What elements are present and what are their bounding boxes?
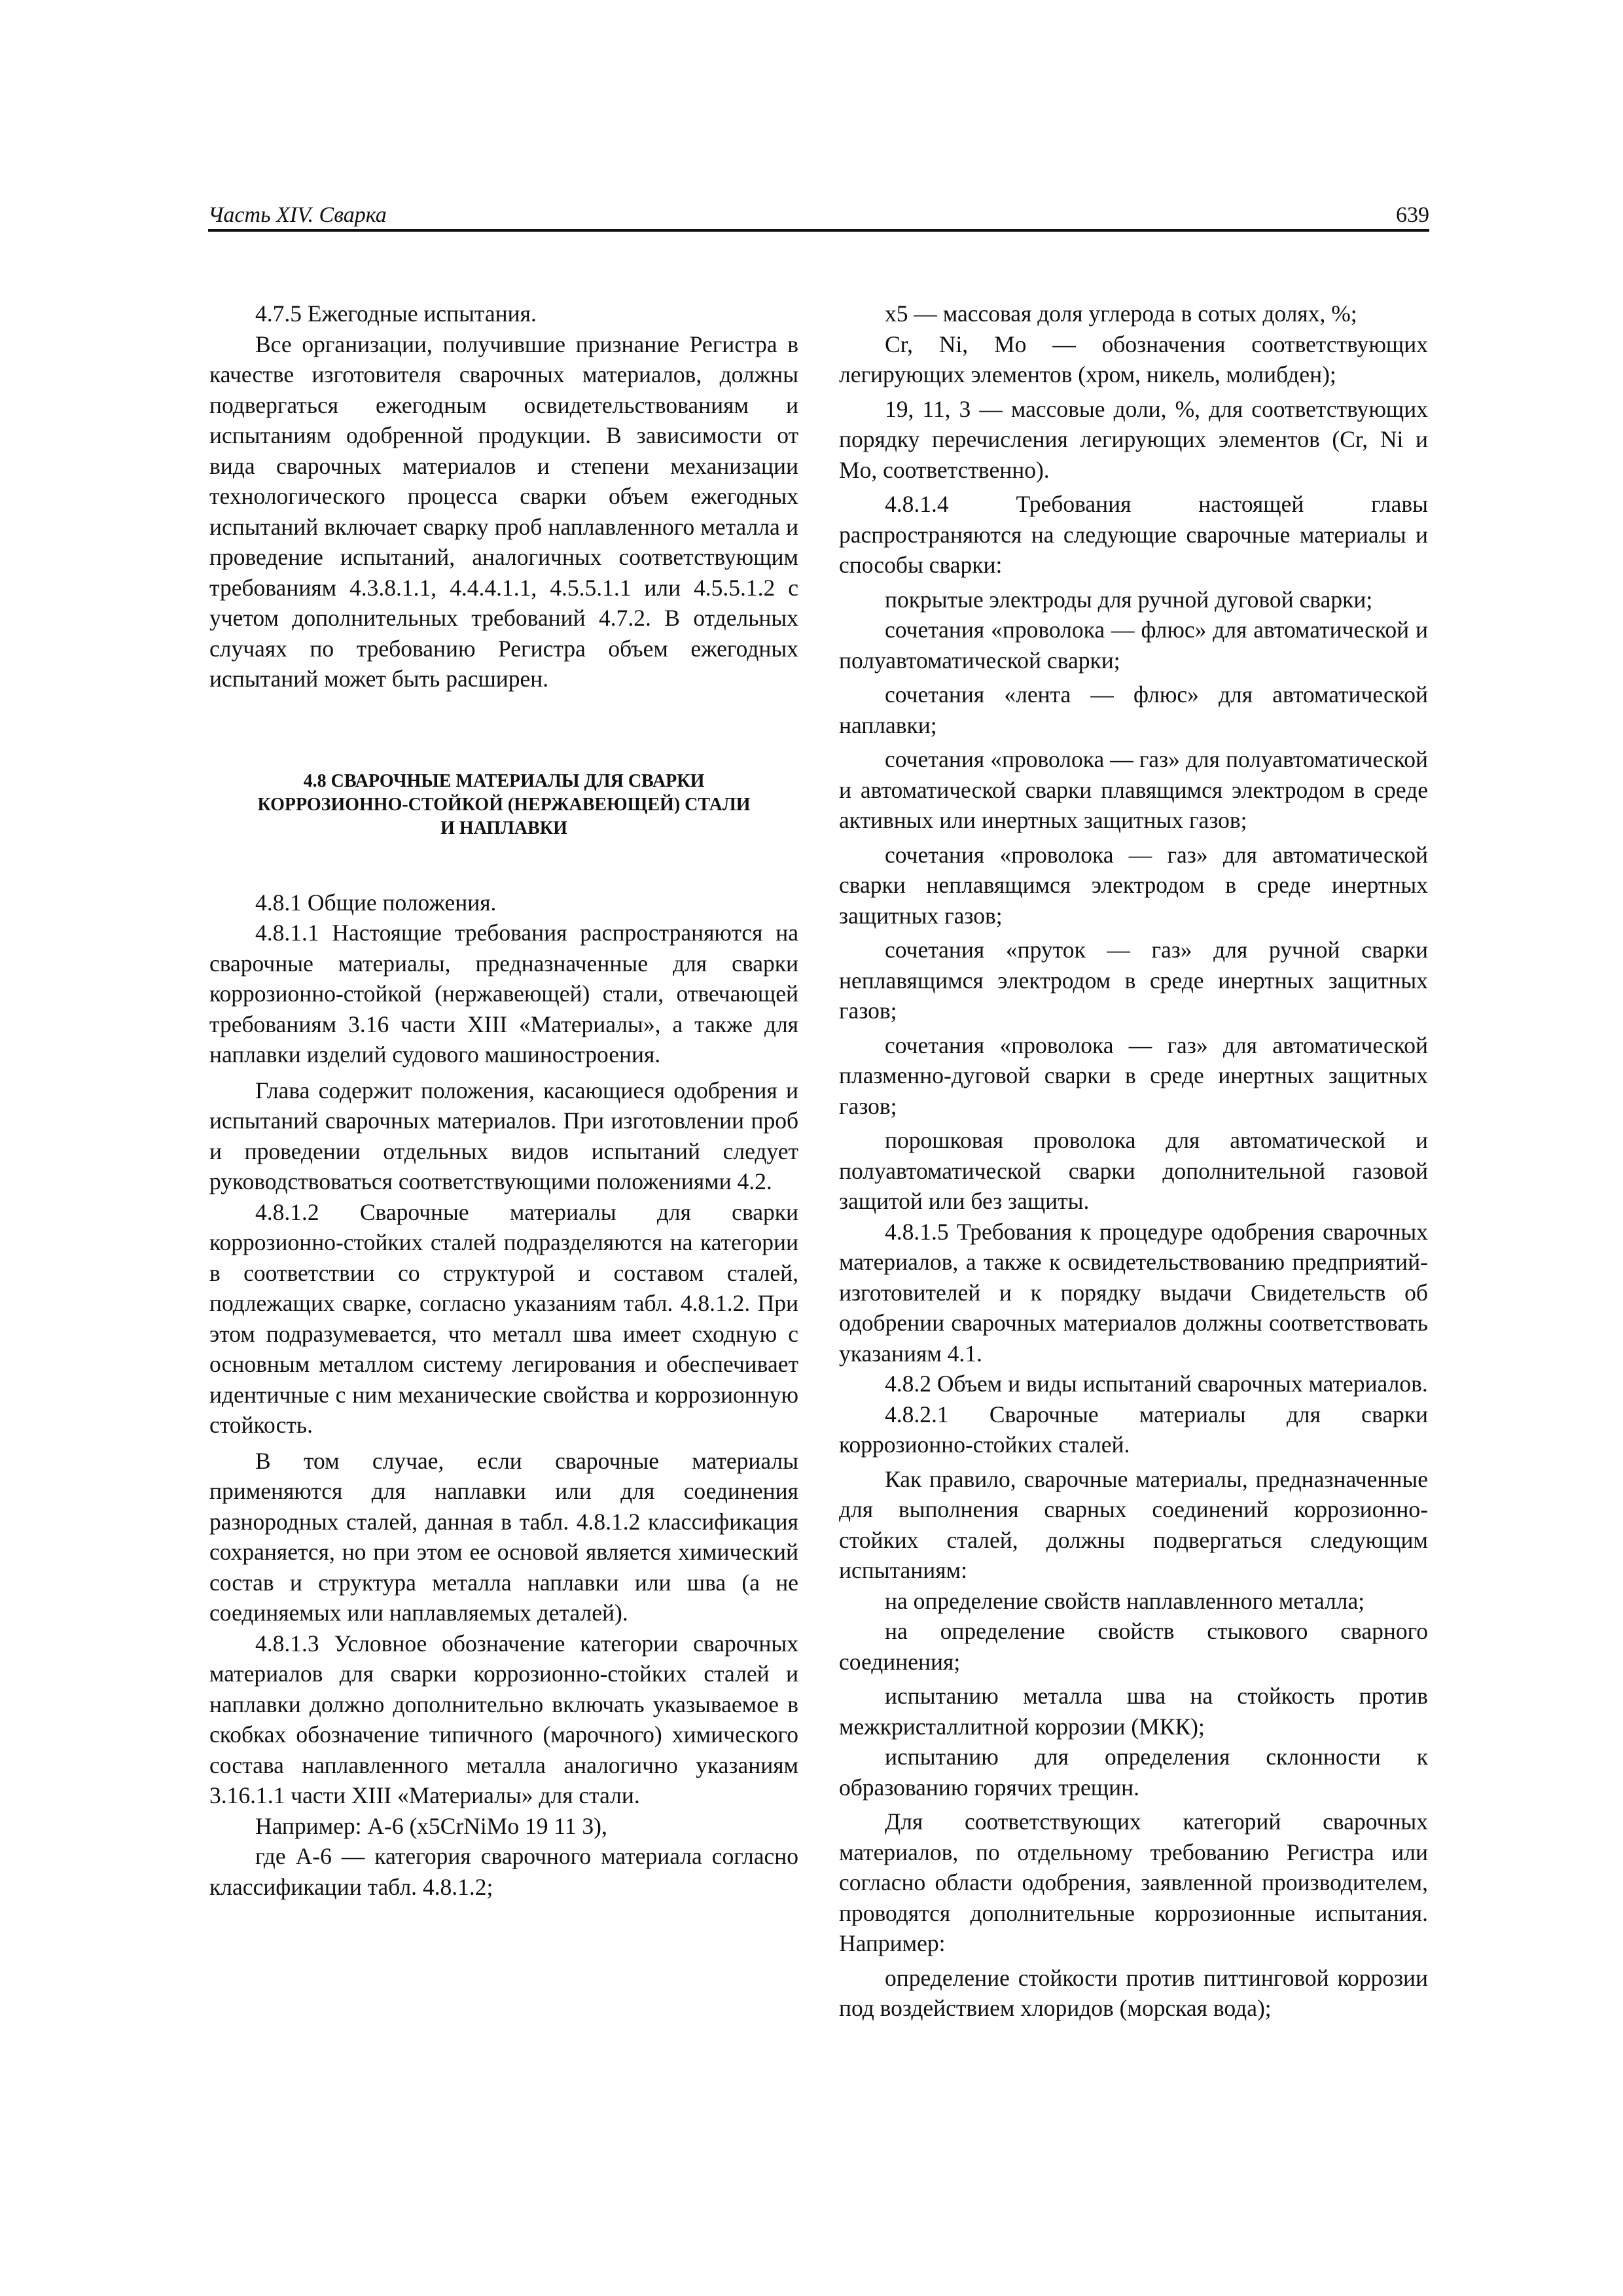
paragraph-4-8-1-2: 4.8.1.2 Сварочные материалы для сварки коррозионно-стойких сталей подразделяются на категории в соответствии со структурой и составом сталей, подлежащих сварке, согласно указаниям табл. 4.8.1.2. При этом подразумевается, что металл шва имеет сходную с основным металлом систему легирования и обеспечивает идентичные с ним механические свойства и коррозионную стойкость. — [209, 1198, 798, 1438]
list-item: на определение свойств стыкового сварного соединения; — [839, 1618, 1428, 1675]
page-number: 639 — [1396, 203, 1429, 227]
paragraph-4-8-2-1: 4.8.2.1 Сварочные материалы для сварки коррозионно-стойких сталей. — [839, 1401, 1428, 1458]
list-item: покрытые электроды для ручной дуговой сварки; — [885, 586, 1373, 613]
list-item: сочетания «проволока — газ» для полуавтоматической и автоматической сварки плавящимся электродом в среде активных или инертных защитных газов; — [839, 746, 1428, 833]
paragraph-mass-fractions: 19, 11, 3 — массовые доли, %, для соответствующих порядку перечисления легирующих элементов (Cr, Ni и Mo, соответственно). — [839, 395, 1428, 483]
paragraph-4-8-1-5: 4.8.1.5 Требования к процедуре одобрения сварочных материалов, а также к освидетельствованию предприятий-изготовителей и к порядку выдачи Свидетельств об одобрении сварочных материалов должны соответствовать указаниям 4.1. — [839, 1218, 1428, 1367]
heading-4-8-2: 4.8.2 Объем и виды испытаний сварочных материалов. — [885, 1371, 1428, 1397]
section-title-line: КОРРОЗИОННО-СТОЙКОЙ (НЕРЖАВЕЮЩЕЙ) СТАЛИ — [257, 794, 751, 815]
paragraph-where: где A-6 — категория сварочного материала согласно классификации табл. 4.8.1.2; — [209, 1843, 798, 1900]
paragraph-example: Например: A-6 (x5CrNiMo 19 11 3), — [255, 1812, 607, 1839]
section-title-line: И НАПЛАВКИ — [440, 817, 567, 838]
list-item: сочетания «проволока — газ» для автоматической сварки неплавящимся электродом в среде инертных защитных газов; — [839, 841, 1428, 929]
list-item: определение стойкости против питтинговой коррозии под воздействием хлоридов (морская вода); — [839, 1964, 1428, 2021]
right-column — [839, 298, 1428, 2024]
paragraph-dissimilar-steels: В том случае, если сварочные материалы применяются для наплавки или для соединения разнородных сталей, данная в табл. 4.8.1.2 классификация сохраняется, но при этом ее основой является химический состав и структура металла наплавки или шва (а не соединяемых или наплавляемых деталей). — [209, 1447, 798, 1626]
paragraph-additional-tests: Для соответствующих категорий сварочных материалов, по отдельному требованию Регистра или согласно области одобрения, заявленной производителем, проводятся дополнительные коррозионные испытания. Например: — [839, 1808, 1428, 1956]
list-item: сочетания «пруток — газ» для ручной сварки неплавящимся электродом в среде инертных защитных газов; — [839, 937, 1428, 1024]
paragraph-as-a-rule: Как правило, сварочные материалы, предназначенные для выполнения сварных соединений коррозионно-стойких сталей, должны подвергаться следующим испытаниям: — [839, 1465, 1428, 1583]
paragraph-cr-ni-mo: Cr, Ni, Mo — обозначения соответствующих легирующих элементов (хром, никель, молибден); — [839, 331, 1428, 387]
section-title-line: 4.8 СВАРОЧНЫЕ МАТЕРИАЛЫ ДЛЯ СВАРКИ — [303, 770, 705, 791]
list-item: порошковая проволока для автоматической и полуавтоматической сварки дополнительной газовой защитой или без защиты. — [839, 1127, 1428, 1214]
paragraph-4-8-1-4: 4.8.1.4 Требования настоящей главы распространяются на следующие сварочные материалы и способы сварки: — [839, 491, 1428, 578]
heading-4-8-1: 4.8.1 Общие положения. — [255, 889, 497, 916]
paragraph-annual-tests: Все организации, получившие признание Регистра в качестве изготовителя сварочных материалов, должны подвергаться ежегодным освидетельствованиям и испытаниям одобренной продукции. В зависимости от вида сварочных материалов и степени механизации технологического процесса сварки объем ежегодных испытаний включает сварку проб наплавленного металла и проведение испытаний, аналогичных соответствующим требованиям 4.3.8.1.1, 4.4.4.1.1, 4.5.5.1.1 или 4.5.5.1.2 с учетом дополнительных требований 4.7.2. В отдельных случаях по требованию Регистра объем ежегодных испытаний может быть расширен. — [209, 331, 798, 692]
header-rule — [208, 229, 1429, 232]
running-title: Часть XIV. Сварка — [208, 203, 387, 227]
paragraph-4-8-1-1: 4.8.1.1 Настоящие требования распространяются на сварочные материалы, предназначенные для сварки коррозионно-стойкой (нержавеющей) стали, отвечающей требованиям 3.16 части XIII «Материалы», а также для наплавки изделий судового машиностроения. — [209, 920, 798, 1067]
list-item: сочетания «проволока — газ» для автоматической плазменно-дуговой сварки в среде инертных защитных газов; — [839, 1031, 1428, 1119]
list-item: сочетания «лента — флюс» для автоматической наплавки; — [839, 681, 1428, 738]
list-item: испытанию металла шва на стойкость против межкристаллитной коррозии (МКК); — [839, 1683, 1428, 1740]
paragraph-chapter-contains: Глава содержит положения, касающиеся одобрения и испытаний сварочных материалов. При изготовлении проб и проведении отдельных видов испытаний следует руководствоваться соответствующими положениями 4.2. — [209, 1077, 798, 1194]
section-title-4-8 — [209, 770, 798, 840]
list-item: испытанию для определения склонности к образованию горячих трещин. — [839, 1744, 1428, 1801]
list-item: на определение свойств наплавленного металла; — [885, 1587, 1365, 1614]
paragraph-x5: x5 — массовая доля углерода в сотых долях, %; — [885, 300, 1357, 327]
paragraph-4-8-1-3: 4.8.1.3 Условное обозначение категории сварочных материалов для сварки коррозионно-стойких сталей и наплавки должно дополнительно включать указываемое в скобках обозначение типичного (марочного) химического состава наплавленного металла аналогично указаниям 3.16.1.1 части XIII «Материалы» для стали. — [209, 1630, 798, 1808]
heading-4-7-5: 4.7.5 Ежегодные испытания. — [255, 300, 537, 327]
list-item: сочетания «проволока — флюс» для автоматической и полуавтоматической сварки; — [839, 617, 1428, 673]
left-column — [209, 298, 798, 1902]
page-header — [208, 195, 1429, 232]
